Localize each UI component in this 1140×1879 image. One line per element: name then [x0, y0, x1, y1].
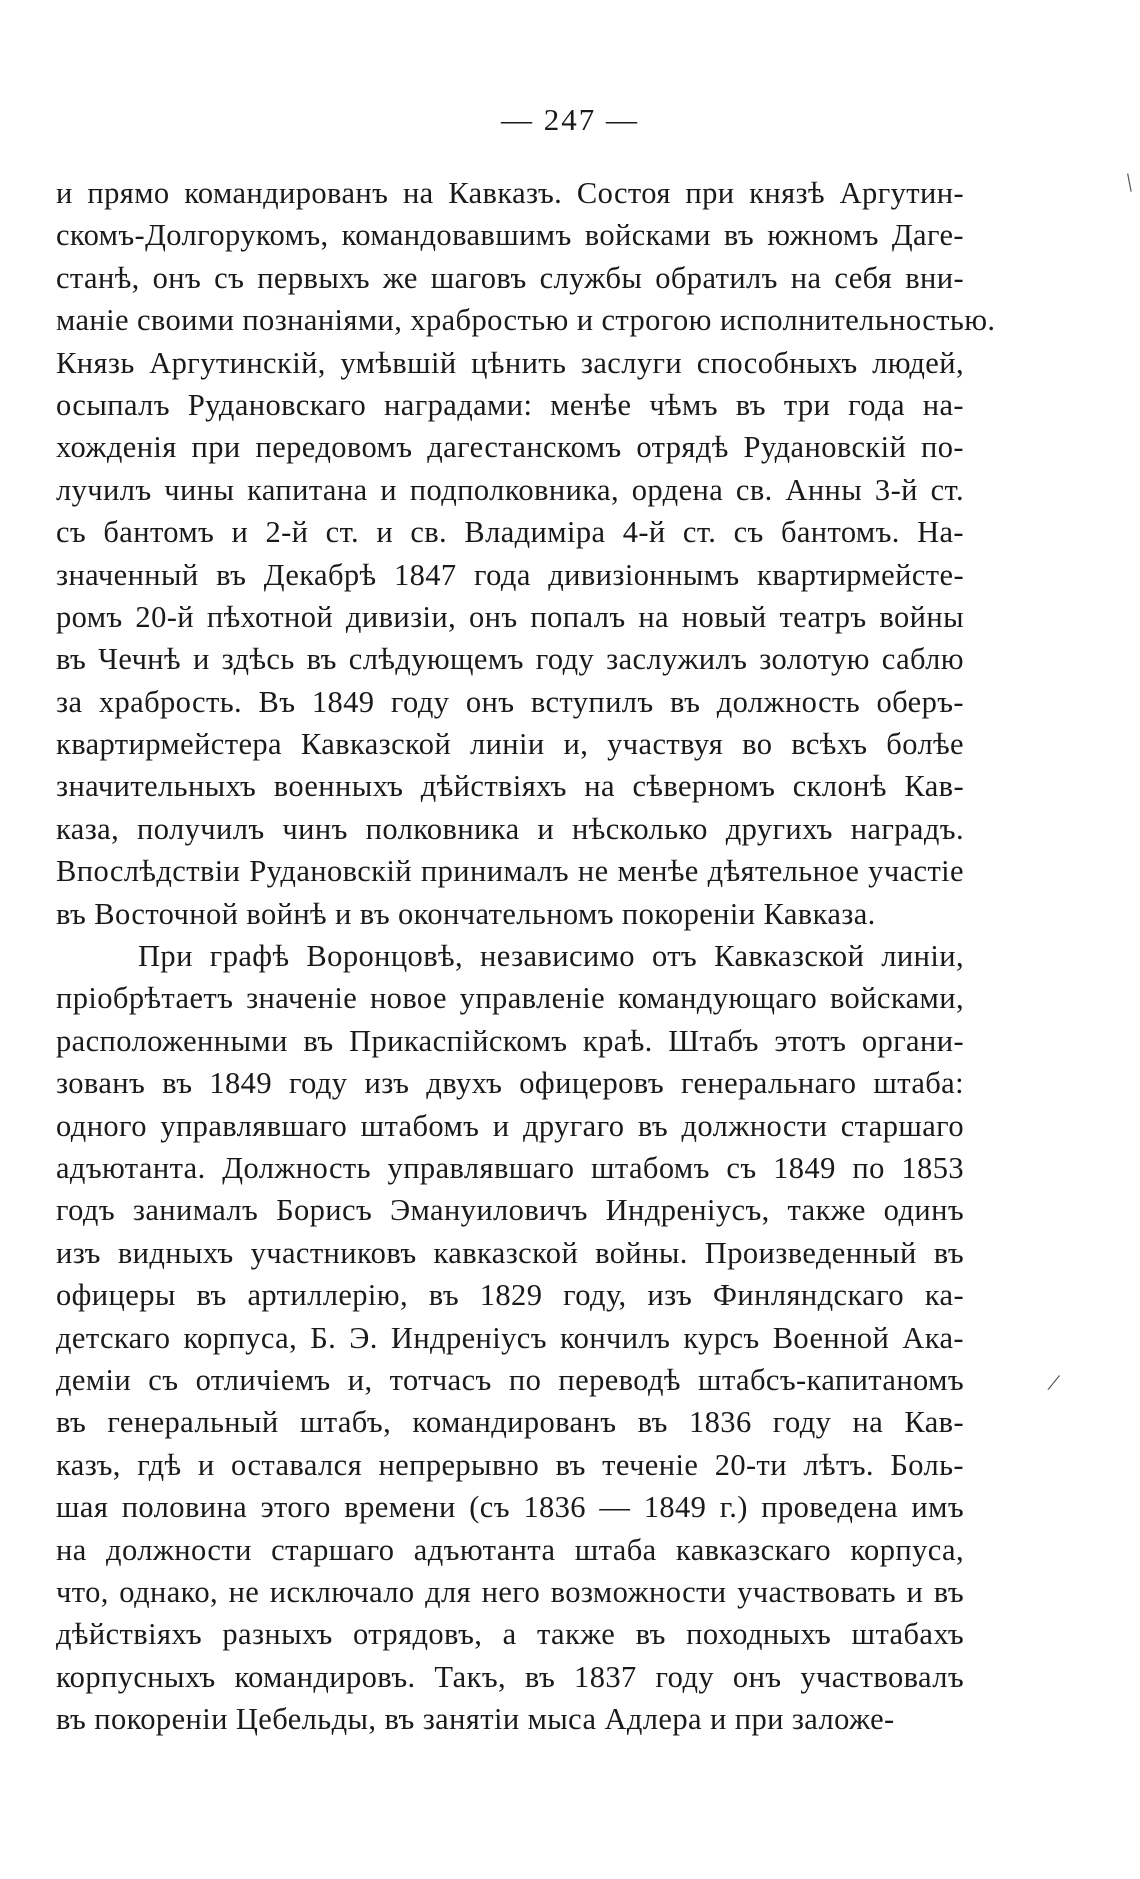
text-line: деміи съ отличіемъ и, тотчасъ по переводѣ штабсъ-капитаномъ: [56, 1362, 964, 1397]
text-line: При графѣ Воронцовѣ, независимо отъ Кавказской линіи,: [138, 939, 964, 974]
text-line: въ Чечнѣ и здѣсь въ слѣдующемъ году заслужилъ золотую саблю: [56, 642, 964, 677]
text-line: осыпалъ Рудановскаго наградами: менѣе чѣмъ въ три года на-: [56, 387, 964, 422]
text-line: пріобрѣтаетъ значеніе новое управленіе командующаго войсками,: [56, 981, 964, 1016]
text-line: офицеры въ артиллерію, въ 1829 году, изъ Финляндскаго ка-: [56, 1278, 964, 1313]
text-line: одного управлявшаго штабомъ и другаго въ должности старшаго: [56, 1108, 964, 1143]
text-line: казъ, гдѣ и оставался непрерывно въ теченіе 20-ти лѣтъ. Боль-: [56, 1447, 964, 1482]
paragraph-1: [56, 172, 996, 935]
text-line: значительныхъ военныхъ дѣйствіяхъ на сѣверномъ склонѣ Кав-: [56, 769, 964, 804]
margin-mark-icon: /: [1045, 1367, 1063, 1398]
text-line: квартирмейстера Кавказской линіи и, участвуя во всѣхъ болѣе: [56, 727, 964, 762]
text-line: Впослѣдствіи Рудановскій принималъ не менѣе дѣятельное участіе: [56, 854, 964, 889]
text-line: и прямо командированъ на Кавказъ. Состоя при князѣ Аргутин-: [56, 176, 964, 210]
text-line: въ Восточной войнѣ и въ окончательномъ покореніи Кавказа.: [56, 896, 876, 931]
text-line: въ покореніи Цебельды, въ занятіи мыса Адлера и при заложе-: [56, 1702, 895, 1737]
text-line: корпусныхъ командировъ. Такъ, въ 1837 году онъ участвовалъ: [56, 1659, 964, 1694]
text-line: значенный въ Декабрѣ 1847 года дивизіоннымъ квартирмейсте-: [56, 557, 964, 592]
text-line: лучилъ чины капитана и подполковника, ордена св. Анны 3-й ст.: [56, 472, 964, 507]
text-line: маніе своими познаніями, храбростью и строгою исполнительностью.: [56, 303, 996, 338]
text-line: ромъ 20-й пѣхотной дивизіи, онъ попалъ на новый театръ войны: [56, 599, 964, 634]
text-line: детскаго корпуса, Б. Э. Индреніусъ кончилъ курсъ Военной Ака-: [56, 1320, 964, 1355]
paragraph-2: [56, 935, 964, 1740]
body-text: [56, 172, 996, 1740]
text-line: зованъ въ 1849 году изъ двухъ офицеровъ генеральнаго штаба:: [56, 1066, 964, 1101]
text-line: адъютанта. Должность управлявшаго штабомъ съ 1849 по 1853: [56, 1150, 964, 1185]
text-line: Князь Аргутинскій, умѣвшій цѣнить заслуги способныхъ людей,: [56, 345, 964, 380]
text-line: шая половина этого времени (съ 1836 — 1849 г.) проведена имъ: [56, 1490, 964, 1525]
text-line: каза, получилъ чинъ полковника и нѣсколько другихъ наградъ.: [56, 811, 964, 846]
text-line: годъ занималъ Борисъ Эмануиловичъ Индреніусъ, также одинъ: [56, 1193, 964, 1228]
text-line: въ генеральный штабъ, командированъ въ 1836 году на Кав-: [56, 1405, 964, 1440]
text-line: дѣйствіяхъ разныхъ отрядовъ, а также въ походныхъ штабахъ: [56, 1617, 964, 1652]
text-line: что, однако, не исключало для него возможности участвовать и въ: [56, 1574, 964, 1609]
text-line: съ бантомъ и 2-й ст. и св. Владиміра 4-й ст. съ бантомъ. На-: [56, 515, 964, 550]
page-number: — 247 —: [501, 102, 639, 137]
text-line: хожденія при передовомъ дагестанскомъ отрядѣ Рудановскій по-: [56, 430, 964, 465]
text-line: скомъ-Долгорукомъ, командовавшимъ войсками въ южномъ Даге-: [56, 218, 964, 253]
text-line: за храбрость. Въ 1849 году онъ вступилъ въ должность оберъ-: [56, 684, 964, 719]
text-line: изъ видныхъ участниковъ кавказской войны. Произведенный въ: [56, 1235, 964, 1270]
text-line: расположенными въ Прикаспійскомъ краѣ. Штабъ этотъ органи-: [56, 1023, 964, 1058]
text-line: на должности старшаго адъютанта штаба кавказскаго корпуса,: [56, 1532, 964, 1567]
text-line: станѣ, онъ съ первыхъ же шаговъ службы обратилъ на себя вни-: [56, 260, 964, 295]
margin-mark-icon: /: [1118, 168, 1140, 197]
